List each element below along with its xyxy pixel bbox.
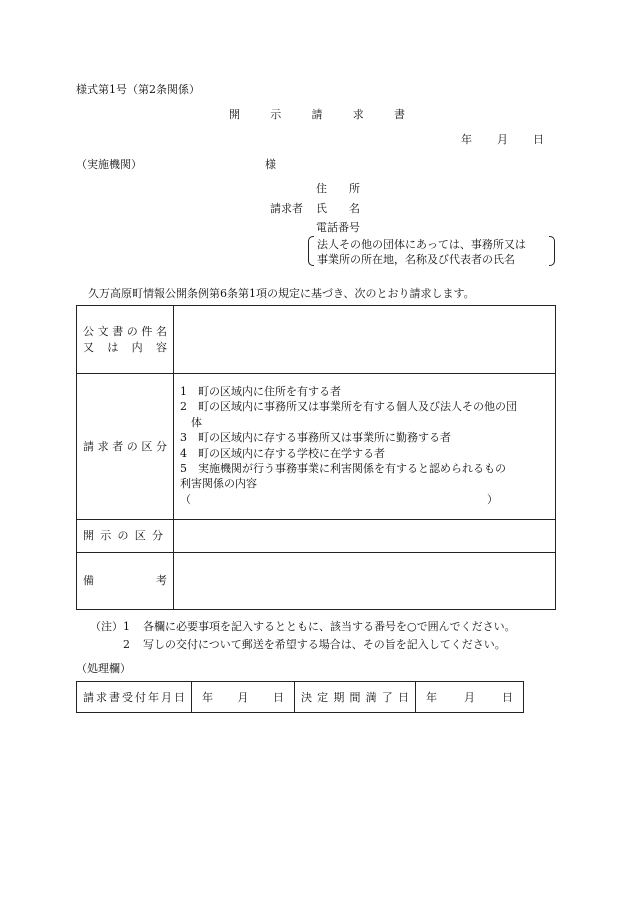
label-char: 又 bbox=[83, 340, 94, 354]
label-char: の bbox=[126, 324, 138, 338]
title-char: 開 bbox=[229, 108, 240, 121]
label-line bbox=[77, 573, 173, 589]
requester-category-field[interactable] bbox=[174, 374, 556, 520]
date-year: 年 bbox=[426, 691, 437, 704]
label-char: 書 bbox=[109, 691, 120, 704]
label-char: 満 bbox=[365, 691, 377, 704]
agency-honorific: 様 bbox=[265, 158, 276, 171]
label-char: 年 bbox=[148, 691, 159, 704]
disclosure-category-field[interactable] bbox=[174, 520, 556, 553]
label-char: 期 bbox=[333, 691, 345, 704]
name-label: 氏 名 bbox=[316, 202, 360, 215]
intro-text: 久万高原町情報公開条例第6条第1項の規定に基づき、次のとおり請求します。 bbox=[88, 287, 475, 300]
date-year: 年 bbox=[202, 691, 213, 704]
label-line bbox=[77, 324, 173, 340]
label-char: 定 bbox=[317, 691, 329, 704]
category-item-continuation: 体 bbox=[180, 415, 202, 429]
category-item[interactable]: 5 実施機関が行う事務事業に利害関係を有すると認められるもの bbox=[180, 462, 506, 476]
category-item[interactable]: 2 町の区域内に事務所又は事業所を有する個人及び法人その他の団 bbox=[180, 400, 517, 414]
request-table bbox=[76, 305, 556, 610]
label-char: 月 bbox=[161, 691, 172, 704]
title-char: 求 bbox=[352, 108, 364, 121]
label-char: の bbox=[117, 529, 129, 543]
note-number: 1 bbox=[123, 620, 130, 633]
title-char: 請 bbox=[311, 108, 323, 121]
label-char: 請 bbox=[83, 691, 94, 704]
open-paren: （ bbox=[180, 492, 191, 506]
label-char: 書 bbox=[112, 324, 124, 338]
document-title bbox=[229, 109, 405, 120]
date-day: 日 bbox=[533, 133, 544, 146]
note-number: 2 bbox=[123, 638, 130, 651]
date-line bbox=[461, 134, 544, 145]
date-line bbox=[198, 689, 288, 705]
table-row bbox=[77, 306, 556, 374]
label-char: 分 bbox=[155, 439, 167, 453]
table-row bbox=[77, 520, 556, 553]
deadline-label bbox=[295, 682, 416, 713]
category-item[interactable]: 3 町の区域内に存する事務所又は事業所に勤務する者 bbox=[180, 431, 451, 445]
label-char: 日 bbox=[397, 691, 409, 704]
processing-table bbox=[76, 681, 524, 713]
date-day: 日 bbox=[502, 691, 513, 704]
processing-label: （処理欄） bbox=[76, 662, 131, 675]
category-item[interactable]: 1 町の区域内に住所を有する者 bbox=[180, 385, 341, 398]
label-line bbox=[77, 340, 173, 356]
label-char: 間 bbox=[349, 691, 361, 704]
requester-label: 請求者 bbox=[270, 202, 303, 215]
label-line bbox=[83, 689, 185, 705]
label-line bbox=[77, 439, 173, 455]
label-char: 名 bbox=[155, 324, 167, 338]
label-char: 了 bbox=[381, 691, 393, 704]
corporate-note-line: 事業所の所在地，名称及び代表者の氏名 bbox=[317, 252, 515, 266]
document-subject-field[interactable] bbox=[174, 306, 556, 374]
label-char: 決 bbox=[301, 691, 312, 704]
table-row bbox=[77, 553, 556, 610]
address-label: 住 所 bbox=[316, 182, 360, 195]
agency-label: （実施機関） bbox=[76, 158, 142, 171]
corporate-note-line: 法人その他の団体にあっては、事務所又は bbox=[317, 238, 526, 251]
remarks-field[interactable] bbox=[174, 553, 556, 610]
label-char: 公 bbox=[83, 324, 94, 338]
label-char: 区 bbox=[134, 529, 146, 543]
label-char: は bbox=[107, 340, 119, 354]
label-char: の bbox=[126, 439, 138, 453]
note-text: 各欄に必要事項を記入するとともに、該当する番号を○で囲んでください。 bbox=[143, 620, 516, 633]
date-year: 年 bbox=[461, 133, 472, 146]
label-char: 内 bbox=[131, 340, 143, 354]
corporate-note-bracket bbox=[308, 236, 555, 266]
label-char: 考 bbox=[156, 574, 167, 588]
label-char: 求 bbox=[96, 691, 107, 704]
right-bracket bbox=[549, 236, 555, 266]
date-line bbox=[422, 689, 517, 705]
label-char: 受 bbox=[122, 691, 133, 704]
form-number: 様式第1号（第2条関係） bbox=[76, 83, 200, 96]
category-item[interactable]: 4 町の区域内に存する学校に在学する者 bbox=[180, 446, 385, 460]
date-day: 日 bbox=[273, 691, 284, 704]
left-bracket bbox=[308, 236, 314, 266]
phone-label: 電話番号 bbox=[316, 221, 360, 234]
date-month: 月 bbox=[497, 133, 508, 146]
category-list bbox=[174, 374, 555, 519]
close-paren: ） bbox=[487, 492, 498, 506]
remarks-label bbox=[77, 553, 174, 610]
date-month: 月 bbox=[464, 691, 475, 704]
label-char: 文 bbox=[97, 324, 109, 338]
label-char: 求 bbox=[97, 439, 109, 453]
label-char: 容 bbox=[155, 340, 167, 354]
label-char: 区 bbox=[141, 439, 153, 453]
title-char: 書 bbox=[394, 108, 405, 121]
label-char: 件 bbox=[141, 324, 153, 338]
label-char: 開 bbox=[83, 529, 94, 543]
label-char: 日 bbox=[174, 691, 185, 704]
label-char: 付 bbox=[135, 691, 146, 704]
corporate-note bbox=[317, 238, 526, 267]
table-row bbox=[77, 682, 524, 713]
label-char: 示 bbox=[100, 529, 112, 543]
deadline-field[interactable] bbox=[416, 682, 524, 713]
document-subject-label bbox=[77, 306, 174, 374]
label-char: 分 bbox=[152, 529, 163, 543]
label-line bbox=[77, 528, 173, 544]
label-char: 請 bbox=[83, 439, 94, 453]
note-text: 写しの交付について郵送を希望する場合は、その旨を記入してください。 bbox=[143, 638, 506, 651]
interest-field[interactable] bbox=[180, 492, 498, 507]
interest-label: 利害関係の内容 bbox=[180, 477, 257, 491]
title-char: 示 bbox=[270, 108, 282, 121]
label-char: 備 bbox=[83, 574, 94, 588]
label-line bbox=[301, 689, 409, 705]
table-row bbox=[77, 374, 556, 520]
requester-category-label bbox=[77, 374, 174, 520]
received-date-field[interactable] bbox=[192, 682, 295, 713]
date-month: 月 bbox=[237, 691, 249, 704]
disclosure-category-label bbox=[77, 520, 174, 553]
notes-prefix: （注） bbox=[90, 620, 123, 633]
received-date-label bbox=[77, 682, 192, 713]
label-char: 者 bbox=[112, 439, 124, 453]
